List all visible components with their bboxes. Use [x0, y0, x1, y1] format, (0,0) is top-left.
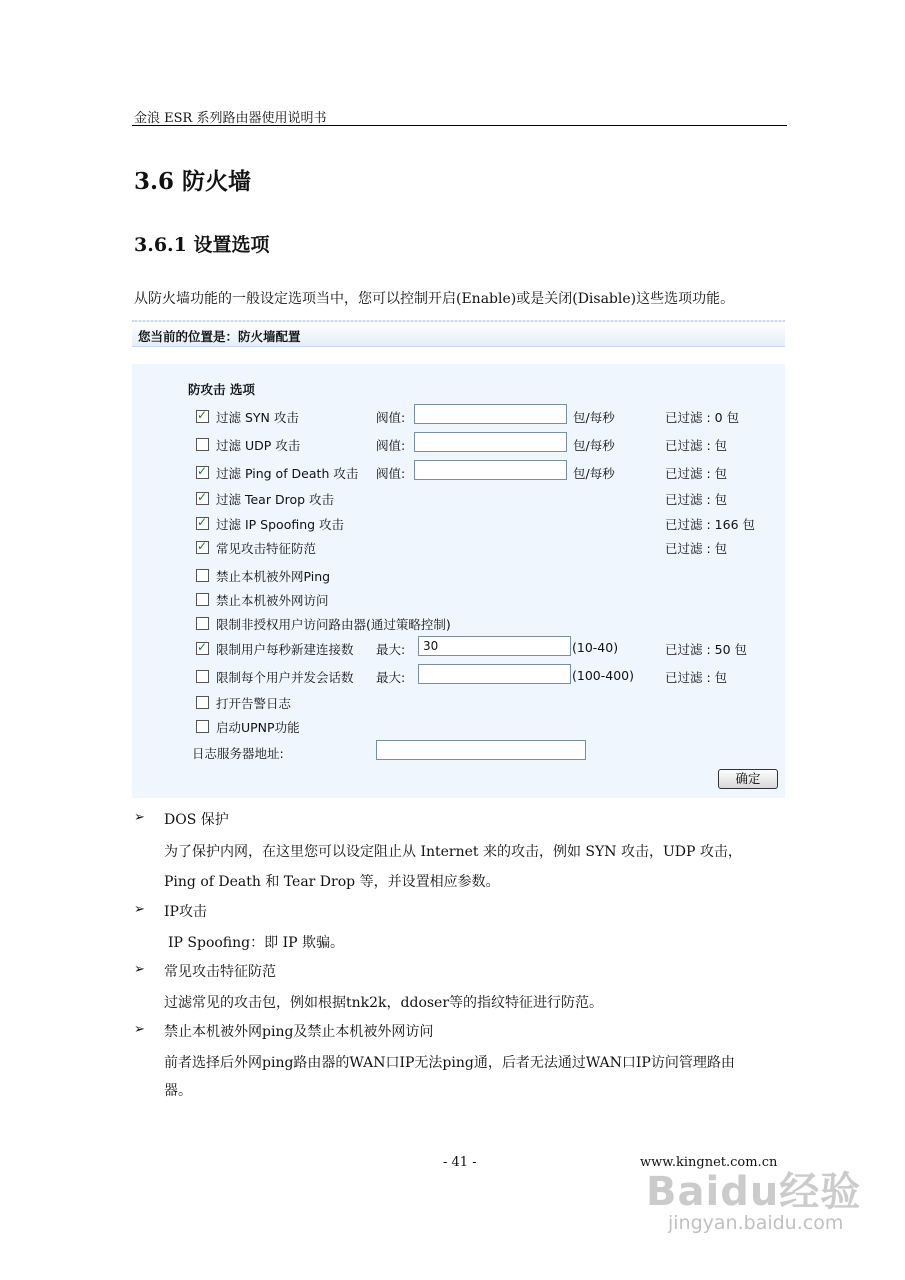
filtered-count: 已过滤 : 0 包 [665, 410, 740, 425]
option-row-attack-signature [132, 539, 785, 559]
footer-site: www.kingnet.com.cn [640, 1155, 778, 1170]
option-label: 限制用户每秒新建连接数 [216, 642, 354, 657]
checkbox-ip-spoofing[interactable] [196, 517, 209, 530]
unit-label: 包/每秒 [573, 410, 615, 425]
option-label: 禁止本机被外网Ping [216, 569, 331, 584]
conn-limit-input[interactable]: 30 [418, 636, 571, 656]
page-number: - 41 - [443, 1155, 477, 1170]
log-server-row [132, 744, 785, 764]
option-label: 过滤 Ping of Death 攻击 [216, 466, 359, 481]
option-row-udp [132, 436, 785, 456]
log-server-input[interactable] [376, 740, 586, 760]
range-label: (100-400) [572, 668, 634, 683]
checkbox-restrict-unauthorized[interactable] [196, 617, 209, 630]
document-header: 金浪 ESR 系列路由器使用说明书 [134, 111, 327, 126]
option-row-tear-drop [132, 490, 785, 510]
checkbox-session-limit[interactable] [196, 670, 209, 683]
subsection-heading: 3.6.1 设置选项 [134, 234, 270, 256]
option-row-ping-of-death [132, 464, 785, 484]
checkbox-conn-limit[interactable] [196, 642, 209, 655]
option-row-ip-spoofing [132, 515, 785, 535]
watermark-url: jingyan.baidu.com [668, 1212, 844, 1234]
max-label: 最大: [376, 670, 406, 685]
checkbox-attack-signature[interactable] [196, 541, 209, 554]
threshold-input-udp[interactable] [414, 432, 567, 452]
filtered-count: 已过滤 : 50 包 [665, 642, 748, 657]
option-row-alarm-log [132, 694, 785, 714]
option-label: 过滤 UDP 攻击 [216, 438, 301, 453]
checkbox-block-ping[interactable] [196, 569, 209, 582]
filtered-count: 已过滤 : 包 [665, 541, 728, 556]
option-label: 打开告警日志 [216, 696, 292, 711]
threshold-input-syn[interactable] [414, 404, 567, 424]
bullet-title: DOS 保护 [164, 812, 229, 828]
log-server-label: 日志服务器地址: [192, 746, 284, 761]
bullet-line: IP Spoofing：即 IP 欺骗。 [168, 935, 344, 951]
option-row-syn [132, 408, 785, 428]
arrow-bullet-icon: ➢ [134, 962, 145, 977]
threshold-label: 阀值: [376, 410, 406, 425]
checkbox-upnp[interactable] [196, 720, 209, 733]
watermark-logo: Baidu经验 [646, 1169, 862, 1215]
bullet-line: Ping of Death 和 Tear Drop 等，并设置相应参数。 [164, 874, 500, 890]
confirm-button[interactable]: 确定 [718, 769, 778, 789]
option-label: 限制非授权用户访问路由器(通过策略控制) [216, 617, 451, 632]
option-label: 启动UPNP功能 [216, 720, 300, 735]
bullet-line: 过滤常见的攻击包，例如根据tnk2k，ddoser等的指纹特征进行防范。 [164, 995, 604, 1011]
filtered-count: 已过滤 : 包 [665, 438, 728, 453]
option-label: 过滤 Tear Drop 攻击 [216, 492, 334, 507]
filtered-count: 已过滤 : 包 [665, 492, 728, 507]
option-row-block-access [132, 591, 785, 611]
bullet-line: 前者选择后外网ping路由器的WAN口IP无法ping通，后者无法通过WAN口IP访问管理路由 [164, 1055, 735, 1071]
option-label: 过滤 IP Spoofing 攻击 [216, 517, 345, 532]
intro-paragraph: 从防火墙功能的一般设定选项当中，您可以控制开启(Enable)或是关闭(Disable)这些选项功能。 [134, 291, 735, 307]
option-row-upnp [132, 718, 785, 738]
session-limit-input[interactable] [418, 664, 571, 684]
location-bar [132, 320, 785, 347]
max-label: 最大: [376, 642, 406, 657]
filtered-count: 已过滤 : 包 [665, 466, 728, 481]
bullet-line: 器。 [164, 1083, 192, 1099]
checkbox-alarm-log[interactable] [196, 696, 209, 709]
option-row-restrict-unauthorized [132, 615, 785, 635]
threshold-label: 阀值: [376, 466, 406, 481]
arrow-bullet-icon: ➢ [134, 810, 145, 825]
filtered-count: 已过滤 : 166 包 [665, 517, 755, 532]
bullet-line: 为了保护内网，在这里您可以设定阻止从 Internet 来的攻击，例如 SYN 攻击，UDP 攻击， [164, 844, 742, 860]
threshold-input-ping-of-death[interactable] [414, 460, 567, 480]
header-rule [132, 125, 787, 126]
option-label: 过滤 SYN 攻击 [216, 410, 299, 425]
arrow-bullet-icon: ➢ [134, 1022, 145, 1037]
unit-label: 包/每秒 [573, 466, 615, 481]
checkbox-tear-drop[interactable] [196, 492, 209, 505]
checkbox-syn[interactable] [196, 410, 209, 423]
arrow-bullet-icon: ➢ [134, 902, 145, 917]
checkbox-ping-of-death[interactable] [196, 466, 209, 479]
form-section-title: 防攻击 选项 [188, 382, 255, 397]
option-row-block-ping [132, 567, 785, 587]
option-row-session-limit [132, 668, 785, 688]
firewall-form [132, 364, 785, 798]
filtered-count: 已过滤 : 包 [665, 670, 728, 685]
option-label: 限制每个用户并发会话数 [216, 670, 354, 685]
option-row-conn-limit [132, 640, 785, 660]
unit-label: 包/每秒 [573, 438, 615, 453]
bullet-title: 禁止本机被外网ping及禁止本机被外网访问 [164, 1024, 434, 1040]
bullet-title: IP攻击 [164, 904, 207, 920]
checkbox-udp[interactable] [196, 438, 209, 451]
option-label: 禁止本机被外网访问 [216, 593, 329, 608]
section-heading: 3.6 防火墙 [134, 168, 252, 195]
option-label: 常见攻击特征防范 [216, 541, 317, 556]
firewall-config-screenshot [132, 320, 785, 798]
checkbox-block-access[interactable] [196, 593, 209, 606]
bullet-title: 常见攻击特征防范 [164, 964, 276, 980]
range-label: (10-40) [572, 640, 619, 655]
location-text: 您当前的位置是：防火墙配置 [138, 329, 301, 344]
threshold-label: 阀值: [376, 438, 406, 453]
